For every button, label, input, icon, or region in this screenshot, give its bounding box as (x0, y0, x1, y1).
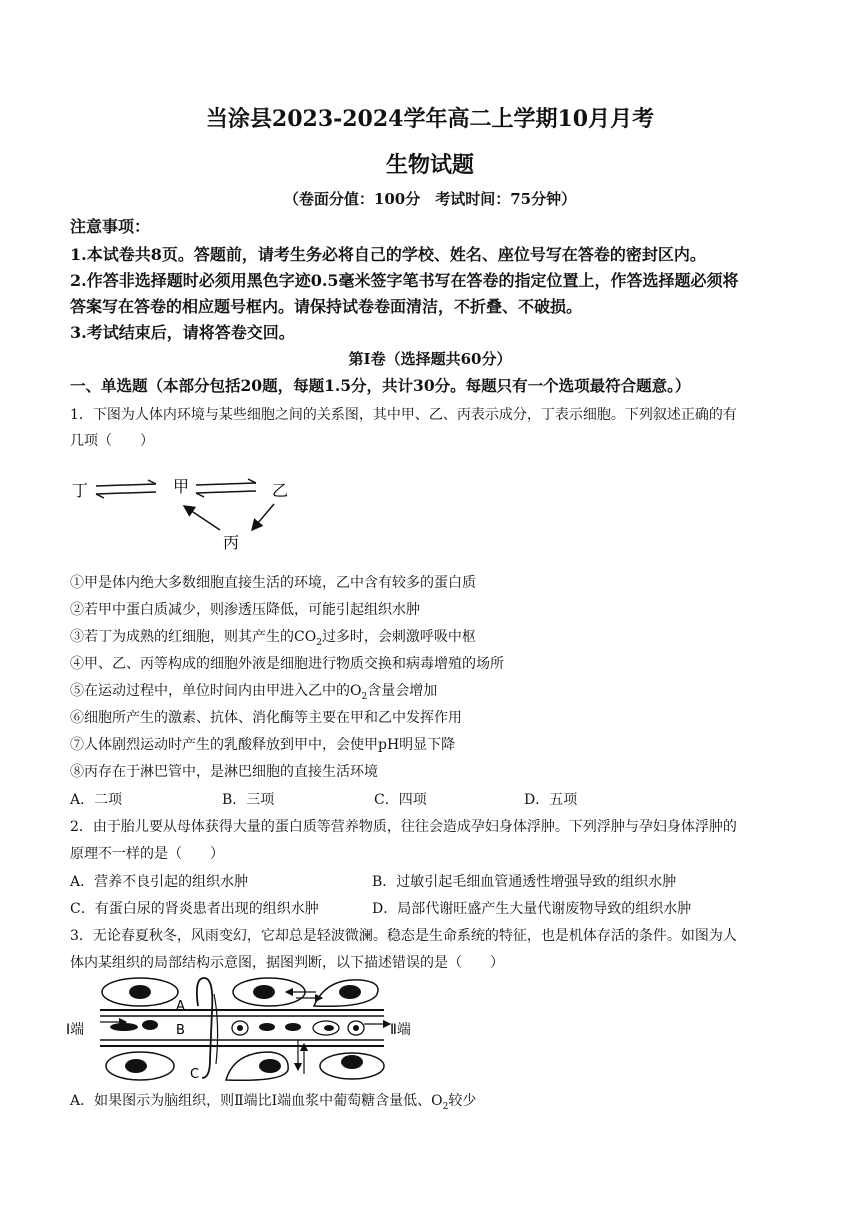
arrow-jia-to-yi (196, 483, 256, 485)
q3-stem-line-2: 体内某组织的局部结构示意图，据图判断，以下描述错误的是（ ） (70, 955, 504, 971)
label-a: A (176, 999, 185, 1014)
q3-stem-line-1: 3．无论春夏秋冬，风雨变幻，它却总是轻波微澜。稳态是生命系统的特征，也是机体存活的条件。如图为人 (70, 928, 737, 944)
arrow-bing-to-jia (184, 506, 220, 530)
q1-statement-8: ⑧丙存在于淋巴管中，是淋巴细胞的直接生活环境 (70, 764, 378, 780)
arrow-jia-to-ding (96, 492, 156, 494)
node-yi: 乙 (272, 481, 289, 500)
end-2-label: Ⅱ端 (390, 1022, 411, 1038)
q2-stem-line-2: 原理不一样的是（ ） (70, 846, 224, 862)
notice-item-1: 1.本试卷共8页。答题前，请考生务必将自己的学校、姓名、座位号写在答卷的密封区内。 (70, 245, 706, 264)
exam-title: 当涂县2023-2024学年高二上学期10月月考 (205, 106, 655, 132)
q1-statement-1: ①甲是体内绝大多数细胞直接生活的环境，乙中含有较多的蛋白质 (70, 575, 476, 591)
q1-diagram (60, 468, 300, 556)
blood-cell (110, 1023, 138, 1031)
q1-statement-3: ③若丁为成熟的红细胞，则其产生的$CO_2$过多时，会刺激呼吸中枢 (70, 629, 476, 648)
q2-stem-line-1: 2．由于胎儿要从母体获得大量的蛋白质等营养物质，往往会造成孕妇身体浮肿。下列浮肿与孕妇身体浮肿的 (70, 819, 737, 835)
exam-info: （卷面分值：100分 考试时间：75分钟） (283, 190, 577, 208)
q1-option-b[interactable]: B．三项 (222, 792, 275, 808)
notice-item-2-line-1: 2.作答非选择题时必须用黑色字迹0.5毫米签字笔书写在答卷的指定位置上，作答选择题必须将 (70, 271, 739, 290)
blood-cell (259, 1023, 275, 1031)
exam-subject: 生物试题 (385, 152, 474, 178)
q1-stem-line-2: 几项（ ） (70, 433, 154, 449)
q2-option-c[interactable]: C．有蛋白尿的肾炎患者出现的组织水肿 (70, 901, 319, 917)
q1-statement-7: ⑦人体剧烈运动时产生的乳酸释放到甲中，会使甲pH明显下降 (70, 737, 456, 753)
label-c: C (190, 1067, 200, 1082)
q1-statement-2: ②若甲中蛋白质减少，则渗透压降低，可能引起组织水肿 (70, 602, 420, 618)
notice-item-2-line-2: 答案写在答卷的相应题号框内。请保持试卷卷面清洁，不折叠、不破损。 (70, 297, 583, 316)
notice-heading: 注意事项： (70, 217, 151, 236)
q1-option-a[interactable]: A．二项 (70, 792, 123, 808)
arrow-yi-to-bing (252, 504, 274, 530)
section-heading: 一、单选题（本部分包括20题，每题1.5分，共计30分。每题只有一个选项最符合题意。） (70, 376, 691, 395)
end-1-label: Ⅰ端 (66, 1022, 85, 1038)
notice-item-3: 3.考试结束后，请将答卷交回。 (70, 323, 295, 342)
blood-cell (142, 1020, 158, 1030)
lymph-capillary (197, 978, 212, 1078)
q1-option-d[interactable]: D．五项 (524, 792, 578, 808)
q2-option-a[interactable]: A．营养不良引起的组织水肿 (70, 874, 249, 890)
arrow-ding-to-jia (96, 484, 156, 486)
node-jia: 甲 (173, 477, 190, 496)
blood-cell (285, 1023, 301, 1031)
arrow-yi-to-jia (196, 491, 256, 493)
q1-statement-6: ⑥细胞所产生的激素、抗体、消化酶等主要在甲和乙中发挥作用 (70, 710, 462, 726)
q3-option-a[interactable]: A．如果图示为脑组织，则Ⅱ端比Ⅰ端血浆中葡萄糖含量低、$O_2$较少 (70, 1093, 477, 1112)
q1-statement-5: ⑤在运动过程中，单位时间内由甲进入乙中的$O_2$含量会增加 (70, 683, 438, 702)
node-ding: 丁 (72, 481, 89, 500)
q1-stem-line-1: 1．下图为人体内环境与某些细胞之间的关系图，其中甲、乙、丙表示成分，丁表示细胞。下列叙述正确的有 (70, 407, 737, 423)
q3-tissue-diagram (64, 974, 424, 1084)
q2-option-d[interactable]: D．局部代谢旺盛产生大量代谢废物导致的组织水肿 (372, 901, 692, 917)
q1-option-c[interactable]: C．四项 (374, 792, 427, 808)
q1-statement-4: ④甲、乙、丙等构成的细胞外液是细胞进行物质交换和病毒增殖的场所 (70, 656, 504, 672)
node-bing: 丙 (223, 533, 240, 552)
label-b: B (176, 1023, 185, 1038)
q2-option-b[interactable]: B．过敏引起毛细血管通透性增强导致的组织水肿 (372, 874, 677, 890)
part-1-title: 第Ⅰ卷（选择题共60分） (348, 350, 512, 368)
